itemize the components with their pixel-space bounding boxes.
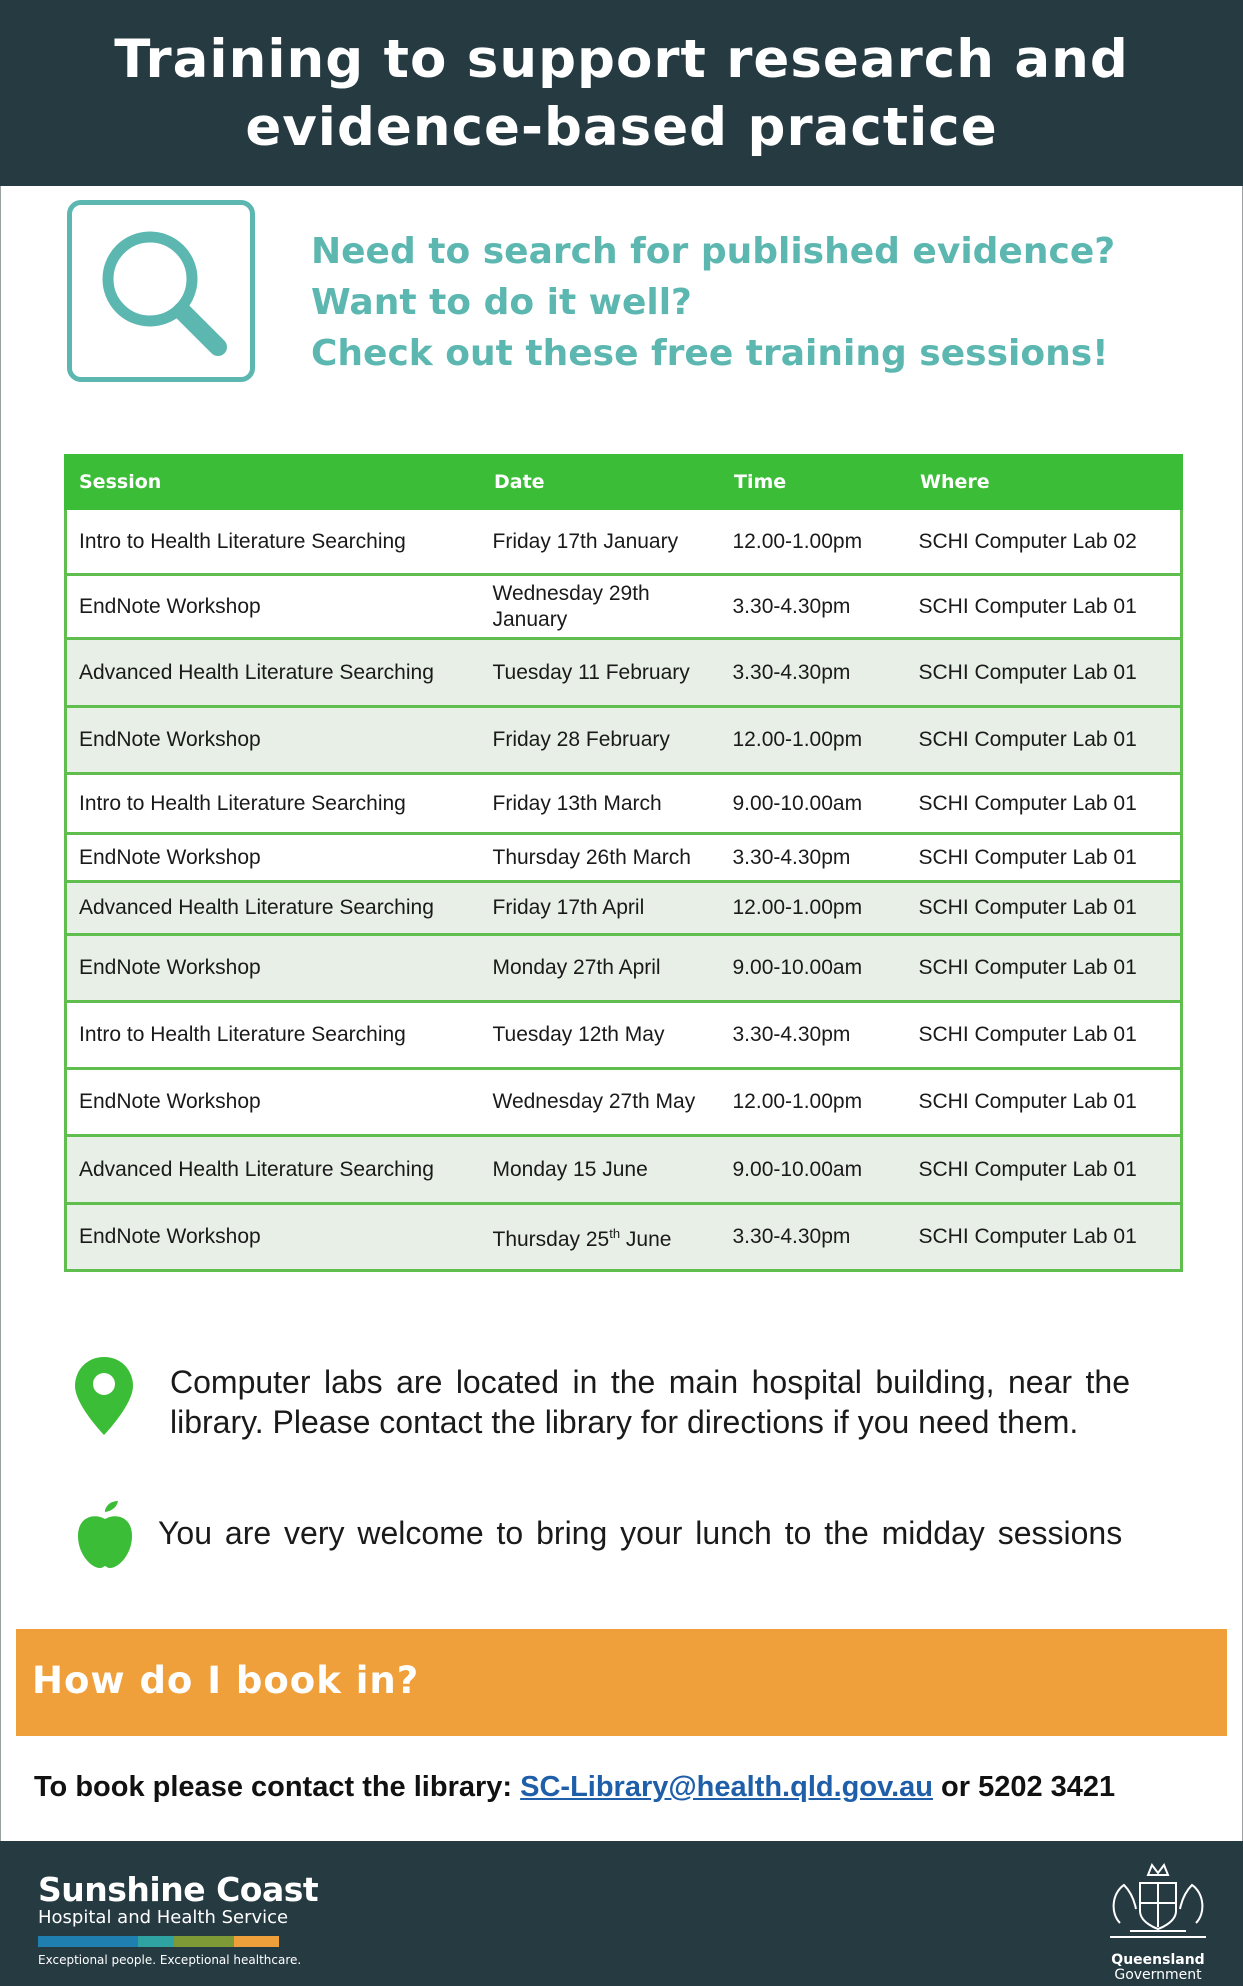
date-cell <box>481 1204 721 1271</box>
gov-name-line-2: Government <box>1114 1967 1202 1983</box>
date-cell: Tuesday 12th May <box>481 1002 721 1069</box>
time-cell: 9.00-10.00am <box>721 935 907 1002</box>
column-header-where: Where <box>907 456 1182 509</box>
table-row <box>66 575 1182 639</box>
date-suffix: June <box>620 1228 672 1251</box>
where-cell: SCHI Computer Lab 01 <box>907 1002 1182 1069</box>
date-cell: Monday 27th April <box>481 935 721 1002</box>
where-cell: SCHI Computer Lab 01 <box>907 1136 1182 1204</box>
column-header-session: Session <box>66 456 481 509</box>
where-cell: SCHI Computer Lab 01 <box>907 575 1182 639</box>
time-cell: 3.30-4.30pm <box>721 639 907 707</box>
org-logo-stripe <box>38 1936 279 1947</box>
session-cell: EndNote Workshop <box>66 1204 481 1271</box>
date-cell: Tuesday 11 February <box>481 639 721 707</box>
session-cell: Intro to Health Literature Searching <box>66 774 481 834</box>
gov-name-line-1: Queensland <box>1111 1952 1205 1968</box>
date-cell: Friday 13th March <box>481 774 721 834</box>
session-cell: EndNote Workshop <box>66 707 481 774</box>
booking-middle: or <box>932 1771 979 1803</box>
table-row <box>66 1069 1182 1136</box>
coat-of-arms-icon <box>1100 1853 1216 1945</box>
lunch-info-text: You are very welcome to bring your lunch to the midday sessions <box>158 1515 1123 1551</box>
time-cell: 9.00-10.00am <box>721 1136 907 1204</box>
where-cell: SCHI Computer Lab 01 <box>907 882 1182 935</box>
date-cell: Friday 28 February <box>481 707 721 774</box>
time-cell: 3.30-4.30pm <box>721 1204 907 1271</box>
table-row <box>66 774 1182 834</box>
time-cell: 12.00-1.00pm <box>721 1069 907 1136</box>
booking-prefix: To book please contact the library: <box>34 1771 521 1803</box>
page-title-line-1: Training to support research and <box>114 29 1129 90</box>
date-superscript: th <box>609 1226 621 1241</box>
location-info-text: Computer labs are located in the main hospital building, near the library. Please contact the library for directions if you need them. <box>170 1364 1130 1440</box>
session-cell: EndNote Workshop <box>66 575 481 639</box>
apple-icon <box>74 1500 136 1570</box>
date-prefix: Thursday 25 <box>492 1228 610 1251</box>
session-cell: EndNote Workshop <box>66 834 481 882</box>
date-cell: Friday 17th April <box>481 882 721 935</box>
page-footer <box>0 1841 1243 1986</box>
where-cell: SCHI Computer Lab 02 <box>907 509 1182 575</box>
time-cell: 3.30-4.30pm <box>721 575 907 639</box>
date-cell: Wednesday 27th May <box>481 1069 721 1136</box>
date-cell: Thursday 26th March <box>481 834 721 882</box>
date-cell: Monday 15 June <box>481 1136 721 1204</box>
time-cell: 12.00-1.00pm <box>721 509 907 575</box>
date-cell: Friday 17th January <box>481 509 721 575</box>
table-header-row <box>66 456 1182 509</box>
table-row <box>66 935 1182 1002</box>
magnifier-icon <box>94 223 230 359</box>
intro-text <box>311 226 1115 379</box>
time-cell: 3.30-4.30pm <box>721 1002 907 1069</box>
table-row <box>66 707 1182 774</box>
time-cell: 12.00-1.00pm <box>721 882 907 935</box>
session-cell: Intro to Health Literature Searching <box>66 509 481 575</box>
where-cell: SCHI Computer Lab 01 <box>907 1204 1182 1271</box>
booking-contact <box>34 1771 1115 1804</box>
booking-heading: How do I book in? <box>32 1659 420 1702</box>
where-cell: SCHI Computer Lab 01 <box>907 774 1182 834</box>
org-logo-subtitle: Hospital and Health Service <box>38 1907 289 1928</box>
where-cell: SCHI Computer Lab 01 <box>907 834 1182 882</box>
queensland-government-logo <box>1100 1853 1216 1982</box>
library-phone: 5202 3421 <box>978 1771 1116 1803</box>
time-cell: 12.00-1.00pm <box>721 707 907 774</box>
table-row <box>66 639 1182 707</box>
time-cell: 3.30-4.30pm <box>721 834 907 882</box>
page-header <box>0 0 1243 186</box>
intro-line-3: Check out these free training sessions! <box>311 333 1109 374</box>
where-cell: SCHI Computer Lab 01 <box>907 935 1182 1002</box>
time-cell: 9.00-10.00am <box>721 774 907 834</box>
training-schedule-table <box>64 454 1183 1272</box>
booking-banner <box>16 1629 1227 1736</box>
table-row <box>66 1002 1182 1069</box>
session-cell: Intro to Health Literature Searching <box>66 1002 481 1069</box>
session-cell: Advanced Health Literature Searching <box>66 1136 481 1204</box>
table-row <box>66 834 1182 882</box>
page-title-line-2: evidence-based practice <box>245 97 998 158</box>
org-tagline: Exceptional people. Exceptional healthcare. <box>38 1953 302 1967</box>
date-cell: Wednesday 29th January <box>481 575 721 639</box>
where-cell: SCHI Computer Lab 01 <box>907 707 1182 774</box>
where-cell: SCHI Computer Lab 01 <box>907 1069 1182 1136</box>
table-row <box>66 882 1182 935</box>
table-row <box>66 1136 1182 1204</box>
where-cell: SCHI Computer Lab 01 <box>907 639 1182 707</box>
search-icon-box <box>67 200 255 382</box>
session-cell: EndNote Workshop <box>66 1069 481 1136</box>
session-cell: EndNote Workshop <box>66 935 481 1002</box>
library-email-link[interactable]: SC-Library@health.qld.gov.au <box>520 1771 933 1803</box>
org-logo-name: Sunshine Coast <box>38 1870 319 1909</box>
table-row <box>66 509 1182 575</box>
session-cell: Advanced Health Literature Searching <box>66 639 481 707</box>
intro-line-2: Want to do it well? <box>311 282 692 323</box>
column-header-date: Date <box>481 456 721 509</box>
map-pin-icon <box>72 1355 136 1437</box>
column-header-time: Time <box>721 456 907 509</box>
intro-line-1: Need to search for published evidence? <box>311 231 1116 272</box>
session-cell: Advanced Health Literature Searching <box>66 882 481 935</box>
table-row <box>66 1204 1182 1271</box>
